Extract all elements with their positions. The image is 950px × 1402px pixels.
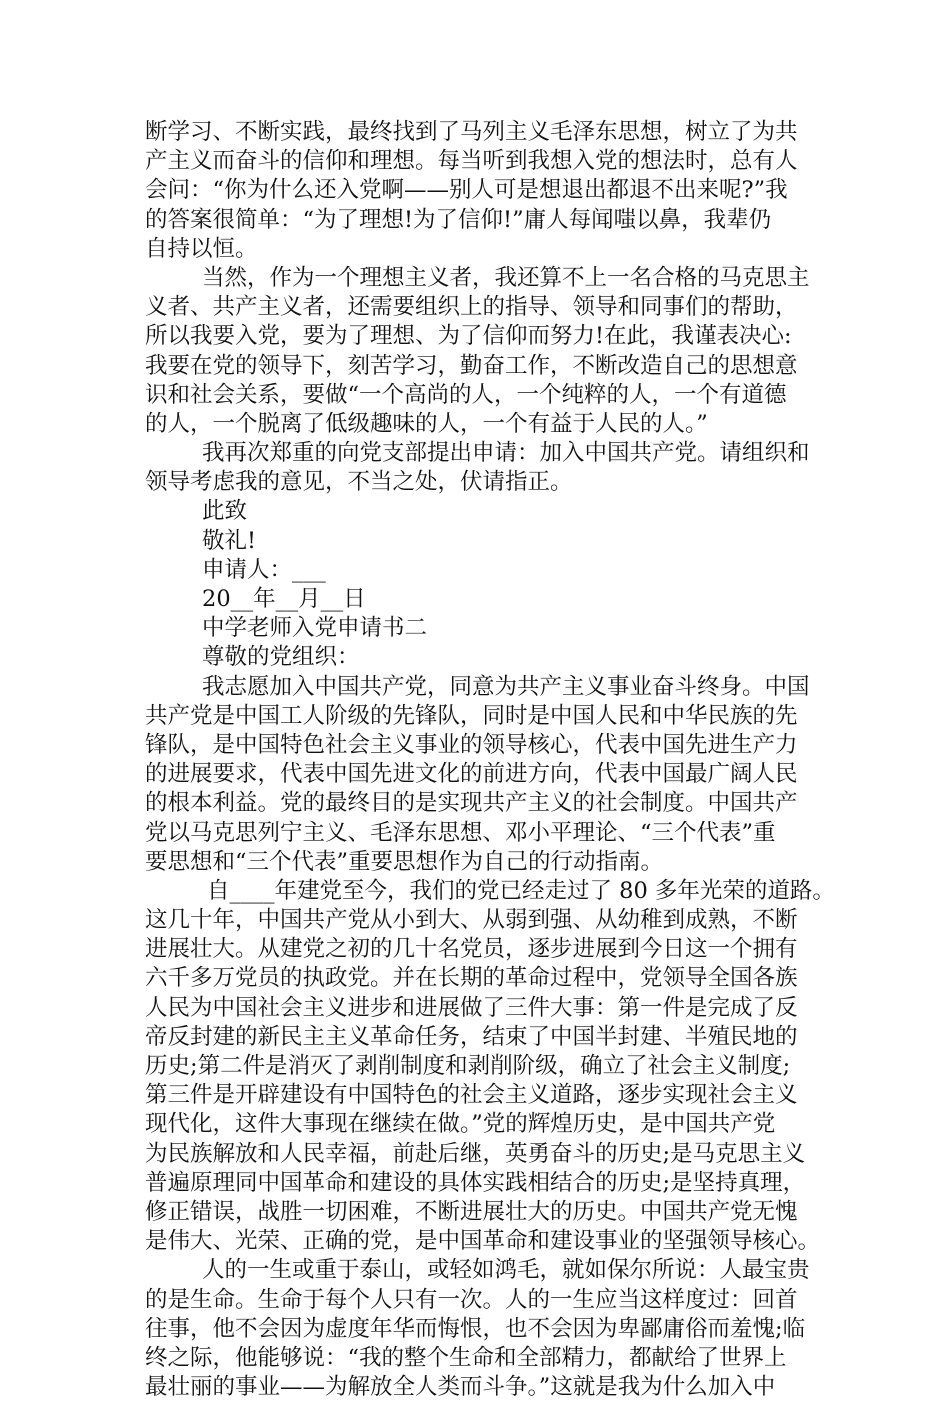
text-line: 此致 <box>202 498 248 525</box>
text-line: 申请人：___ <box>202 556 326 583</box>
text-line: 的根本利益。党的最终目的是实现共产主义的社会制度。中国共产 <box>145 790 798 817</box>
text-line: 当然，作为一个理想主义者，我还算不上一名合格的马克思主 <box>202 264 810 291</box>
text-line: 第三件是开辟建设有中国特色的社会主义道路，逐步实现社会主义 <box>145 1082 798 1109</box>
text-line: 的答案很简单：“为了理想!为了信仰!”庸人每闻嗤以鼻，我辈仍 <box>145 206 772 233</box>
text-line: 会问：“你为什么还入党啊——别人可是想退出都退不出来呢?”我 <box>145 177 788 204</box>
text-line: 自持以恒。 <box>145 235 258 262</box>
text-line: 我志愿加入中国共产党，同意为共产主义事业奋斗终身。中国 <box>202 673 810 700</box>
text-line: 人民为中国社会主义进步和进展做了三件大事：第一件是完成了反 <box>145 994 798 1021</box>
text-line: 六千多万党员的执政党。并在长期的革命过程中，党领导全国各族 <box>145 965 798 992</box>
text-line: 的是生命。生命于每个人只有一次。人的一生应当这样度过：回首 <box>145 1286 798 1313</box>
text-line: 历史;第二件是消灭了剥削制度和剥削阶级，确立了社会主义制度; <box>145 1053 791 1079</box>
text-line: 锋队，是中国特色社会主义事业的领导核心，代表中国先进生产力 <box>145 731 798 758</box>
text-line: 进展壮大。从建党之初的几十名党员，逐步进展到今日这一个拥有 <box>145 936 798 963</box>
text-line: 产主义而奋斗的信仰和理想。每当听到我想入党的想法时，总有人 <box>145 148 798 175</box>
text-line: 为民族解放和人民幸福，前赴后继，英勇奋斗的历史;是马克思主义 <box>145 1140 806 1167</box>
text-line: 所以我要入党，要为了理想、为了信仰而努力!在此，我谨表决心: <box>145 323 792 350</box>
text-line: 共产党是中国工人阶级的先锋队，同时是中国人民和中华民族的先 <box>145 702 798 729</box>
text-line: 领导考虑我的意见，不当之处，伏请指正。 <box>145 469 573 496</box>
text-line: 20__年__月__日 <box>202 586 366 612</box>
text-line: 中学老师入党申请书二 <box>202 615 428 642</box>
text-line: 我再次郑重的向党支部提出申请：加入中国共产党。请组织和 <box>202 440 810 467</box>
text-line: 尊敬的党组织： <box>202 644 360 671</box>
text-line: 是伟大、光荣、正确的党，是中国革命和建设事业的坚强领导核心。 <box>145 1228 821 1255</box>
text-line: 自____年建党至今，我们的党已经走过了 80 多年光荣的道路。 <box>207 877 835 904</box>
text-line: 这几十年，中国共产党从小到大、从弱到强、从幼稚到成熟，不断 <box>145 907 798 934</box>
text-line: 普遍原理同中国革命和建设的具体实践相结合的历史;是坚持真理， <box>145 1169 806 1196</box>
text-line: 最壮丽的事业——为解放全人类而斗争。”这就是我为什么加入中 <box>145 1374 776 1401</box>
text-line: 往事，他不会因为虚度年华而悔恨，也不会因为卑鄙庸俗而羞愧;临 <box>145 1315 806 1342</box>
text-line: 敬礼! <box>202 527 257 554</box>
text-line: 识和社会关系，要做“一个高尚的人，一个纯粹的人，一个有道德 <box>145 381 787 408</box>
text-line: 党以马克思列宁主义、毛泽东思想、邓小平理论、“三个代表”重 <box>145 819 776 846</box>
text-line: 人的一生或重于泰山，或轻如鸿毛，就如保尔所说：人最宝贵 <box>202 1257 810 1284</box>
text-line: 的进展要求，代表中国先进文化的前进方向，代表中国最广阔人民 <box>145 761 798 788</box>
text-line: 断学习、不断实践，最终找到了马列主义毛泽东思想，树立了为共 <box>145 119 798 145</box>
text-line: 要思想和“三个代表”重要思想作为自己的行动指南。 <box>145 848 664 875</box>
text-line: 修正错误，战胜一切困难，不断进展壮大的历史。中国共产党无愧 <box>145 1198 798 1225</box>
text-line: 义者、共产主义者，还需要组织上的指导、领导和同事们的帮助， <box>145 294 798 321</box>
text-line: 的人，一个脱离了低级趣味的人，一个有益于人民的人。” <box>145 410 708 437</box>
text-line: 帝反封建的新民主主义革命任务，结束了中国半封建、半殖民地的 <box>145 1023 798 1050</box>
document-body <box>145 118 835 1402</box>
text-line: 现代化，这件大事现在继续在做。”党的辉煌历史，是中国共产党 <box>145 1111 776 1138</box>
text-line: 终之际，他能够说：“我的整个生命和全部精力，都献给了世界上 <box>145 1344 787 1371</box>
text-line: 我要在党的领导下，刻苦学习，勤奋工作，不断改造自己的思想意 <box>145 352 798 379</box>
